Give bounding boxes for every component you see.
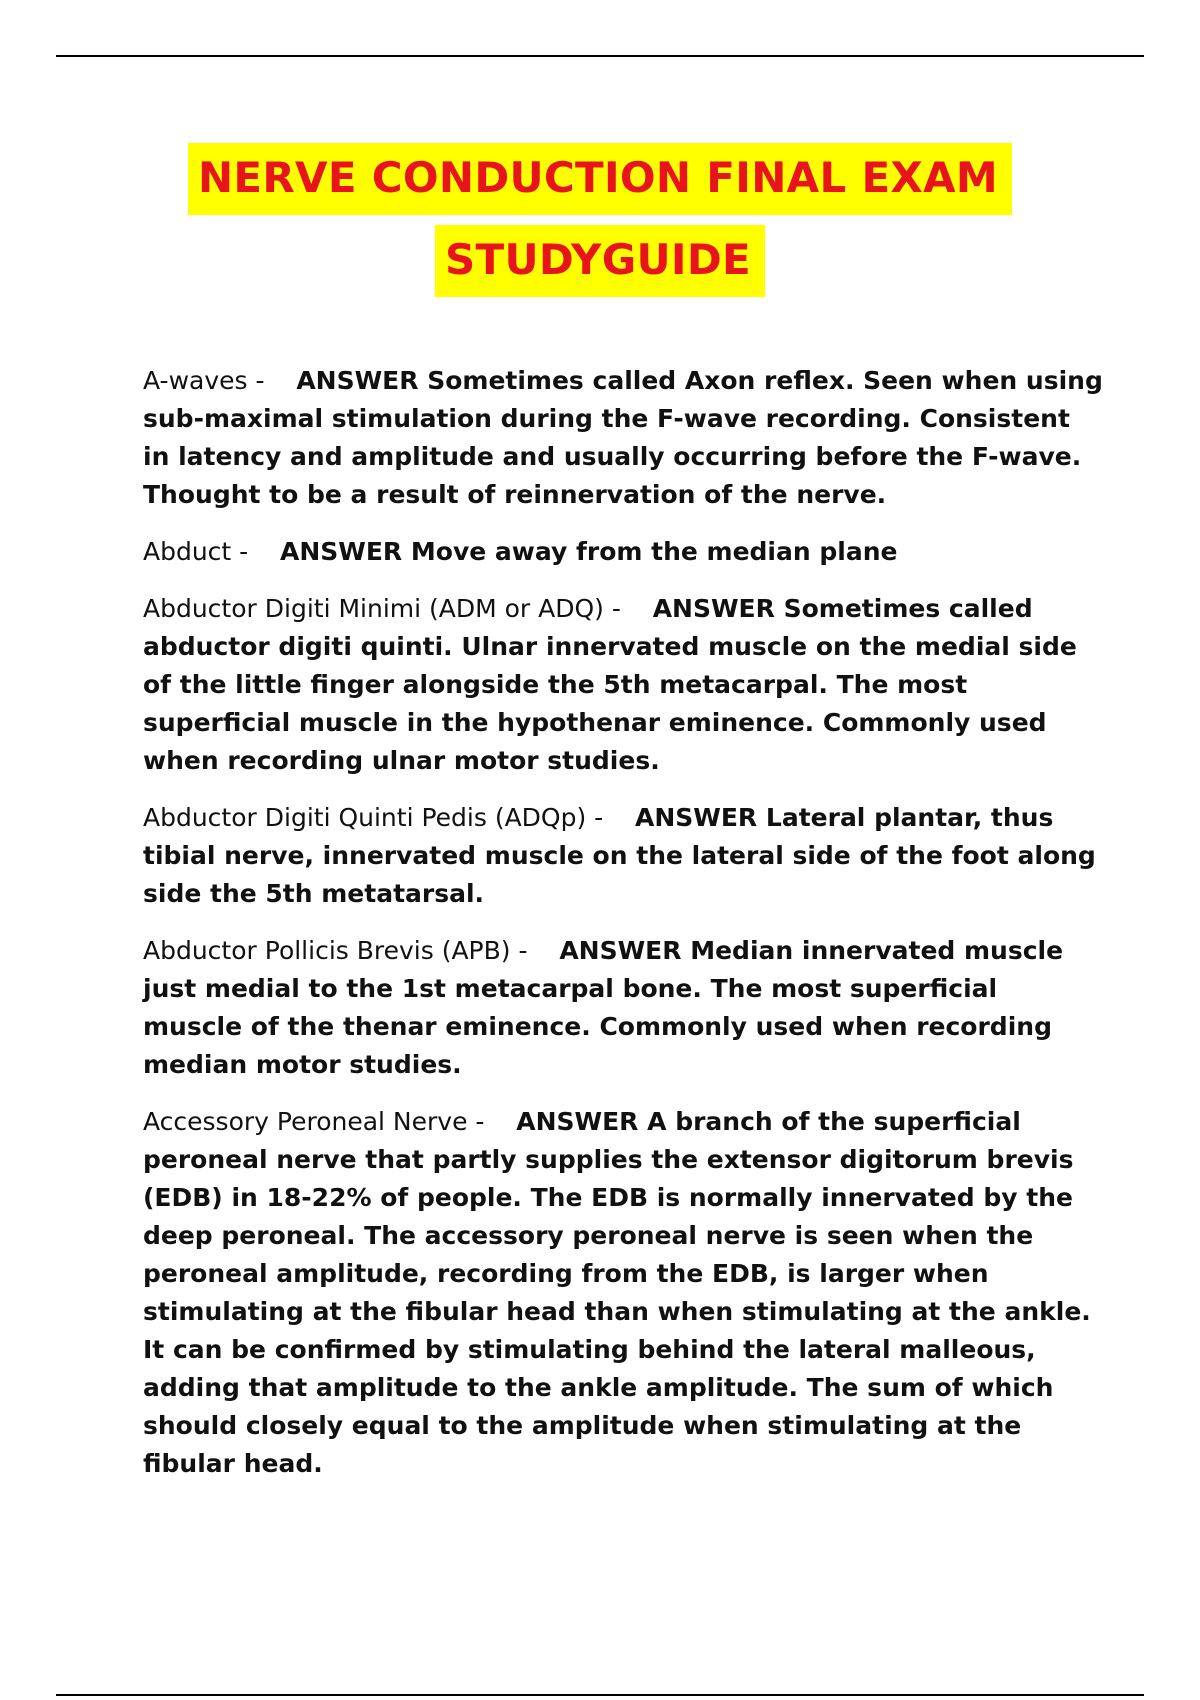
- glossary-entry: [143, 932, 1103, 1084]
- answer-label: ANSWER: [516, 1107, 639, 1136]
- page-title: [0, 143, 1200, 297]
- glossary-entries: [143, 362, 1103, 1502]
- entry-term: Abductor Pollicis Brevis (APB) -: [143, 936, 528, 965]
- entry-definition: Sometimes called abductor digiti quinti. Ulnar innervated muscle on the medial side of the little finger alongside the 5th metacarpal. The most superficial muscle in the hypothenar eminence. Commonly used when recording ulnar motor studies.: [143, 594, 1077, 775]
- title-line-2: STUDYGUIDE: [435, 225, 765, 297]
- entry-definition: Median innervated muscle just medial to the 1st metacarpal bone. The most superficial muscle of the thenar eminence. Commonly used when recording median motor studies.: [143, 936, 1064, 1079]
- glossary-entry: [143, 590, 1103, 780]
- answer-label: ANSWER: [280, 537, 403, 566]
- entry-term: Accessory Peroneal Nerve -: [143, 1107, 485, 1136]
- glossary-entry: [143, 799, 1103, 913]
- entry-definition: A branch of the superficial peroneal nerve that partly supplies the extensor digitorum brevis (EDB) in 18-22% of people. The EDB is normally innervated by the deep peroneal. The accessory peroneal nerve is seen when the peroneal amplitude, recording from the EDB, is larger when stimulating at the fibular head than when stimulating at the ankle. It can be confirmed by stimulating behind the lateral malleous, adding that amplitude to the ankle amplitude. The sum of which should closely equal to the amplitude when stimulating at the fibular head.: [143, 1107, 1091, 1478]
- answer-label: ANSWER: [296, 366, 419, 395]
- entry-definition: Move away from the median plane: [410, 537, 898, 566]
- entry-term: Abductor Digiti Quinti Pedis (ADQp) -: [143, 803, 604, 832]
- answer-label: ANSWER: [559, 936, 682, 965]
- title-line-1: NERVE CONDUCTION FINAL EXAM: [188, 143, 1012, 215]
- glossary-entry: [143, 1103, 1103, 1483]
- glossary-entry: [143, 362, 1103, 514]
- entry-term: Abduct -: [143, 537, 249, 566]
- entry-definition: Sometimes called Axon reflex. Seen when using sub-maximal stimulation during the F-wave recording. Consistent in latency and amplitude and usually occurring before the F-wave. Thought to be a result of reinnervation of the nerve.: [143, 366, 1103, 509]
- answer-label: ANSWER: [635, 803, 758, 832]
- glossary-entry: [143, 533, 1103, 571]
- entry-term: A-waves -: [143, 366, 265, 395]
- entry-term: Abductor Digiti Minimi (ADM or ADQ) -: [143, 594, 621, 623]
- bottom-rule: [56, 1694, 1144, 1696]
- top-rule: [56, 55, 1144, 57]
- entry-definition: Lateral plantar, thus tibial nerve, innervated muscle on the lateral side of the foot along side the 5th metatarsal.: [143, 803, 1096, 908]
- answer-label: ANSWER: [652, 594, 775, 623]
